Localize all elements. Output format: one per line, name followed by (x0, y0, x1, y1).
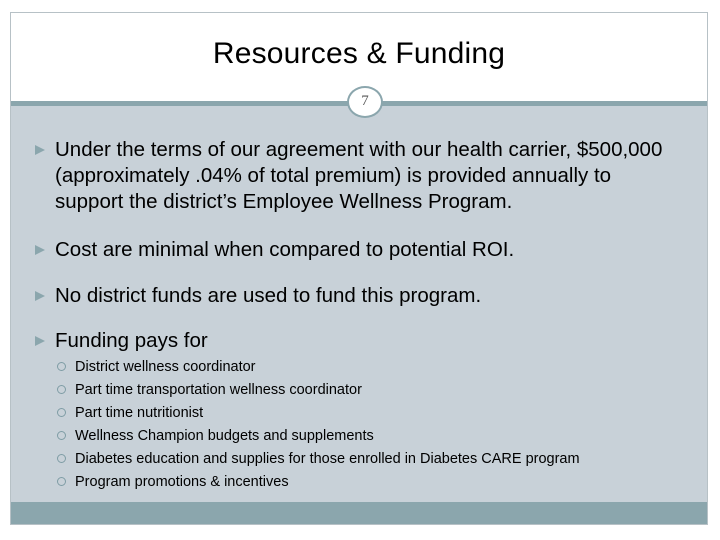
slide (10, 12, 708, 525)
arrow-bullet-icon (35, 291, 45, 301)
sub-bullet-text: Wellness Champion budgets and supplements (75, 428, 374, 444)
footer-bar (11, 502, 707, 524)
sub-bullet-item (57, 448, 580, 471)
ring-bullet-icon (57, 477, 66, 486)
bullet-item (35, 137, 675, 215)
arrow-bullet-icon (35, 336, 45, 346)
slide-title: Resources & Funding (212, 37, 506, 70)
sub-bullet-item (57, 425, 374, 448)
ring-bullet-icon (57, 454, 66, 463)
content-area (11, 106, 707, 502)
sub-bullet-item (57, 471, 289, 494)
bullet-text: Cost are minimal when compared to potential ROI. (55, 238, 515, 261)
ring-bullet-icon (57, 431, 66, 440)
sub-bullet-text: Part time transportation wellness coordinator (75, 382, 362, 398)
sub-bullet-item (57, 379, 362, 402)
arrow-bullet-icon (35, 245, 45, 255)
ring-bullet-icon (57, 408, 66, 417)
page-number-badge: 7 (347, 86, 383, 118)
sub-bullet-text: Part time nutritionist (75, 405, 204, 421)
sub-bullet-text: Program promotions & incentives (75, 474, 289, 490)
bullet-text: Funding pays for (55, 329, 208, 352)
bullet-text: No district funds are used to fund this program. (55, 284, 482, 307)
bullet-item (35, 283, 675, 309)
sub-bullet-text: District wellness coordinator (75, 359, 256, 375)
ring-bullet-icon (57, 362, 66, 371)
sub-bullet-text: Diabetes education and supplies for those enrolled in Diabetes CARE program (75, 451, 580, 467)
sub-bullet-item (57, 356, 256, 379)
ring-bullet-icon (57, 385, 66, 394)
sub-bullet-item (57, 402, 203, 425)
bullet-item (35, 328, 675, 354)
bullet-item (35, 237, 675, 263)
bullet-list (11, 106, 707, 502)
bullet-text: Under the terms of our agreement with our health carrier, $500,000 (approximately .04% of total premium) is provided annually to support the district’s Employee Wellness Program. (55, 138, 663, 213)
arrow-bullet-icon (35, 145, 45, 155)
